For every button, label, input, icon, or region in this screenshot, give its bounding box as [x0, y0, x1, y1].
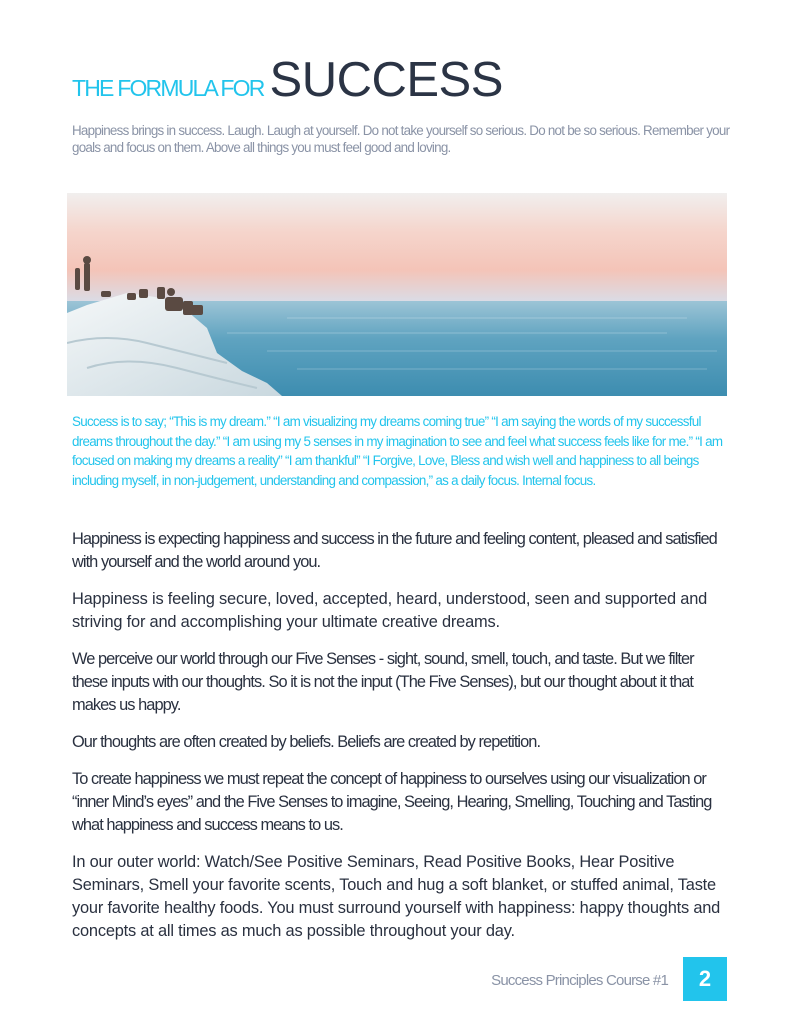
- paragraph-5: To create happiness we must repeat the concept of happiness to ourselves using our visualization or “inner Mind’s eyes” and the Five Senses to imagine, Seeing, Hearing, Smelling, Touching and Tasting what happiness and success means to us.: [72, 770, 712, 834]
- intro-text: Happiness brings in success. Laugh. Laugh at yourself. Do not take yourself so serious. Do not be so serious. Remember your goals and focus on them. Above all things you must feel good and loving.: [72, 123, 730, 155]
- paragraph-6: In our outer world: Watch/See Positive Seminars, Read Positive Books, Hear Positive Seminars, Smell your favorite scents, Touch and hug a soft blanket, or stuffed animal, Taste your favorite healthy foods. You must surround yourself with happiness: happy thoughts and concepts at all times as much as possible throughout your day.: [72, 853, 721, 940]
- hero-photo: [67, 193, 727, 396]
- paragraph-4: Our thoughts are often created by beliefs. Beliefs are created by repetition.: [72, 733, 541, 751]
- page-number-badge: 2: [683, 957, 727, 1001]
- paragraph-3: We perceive our world through our Five Senses - sight, sound, smell, touch, and taste. But we filter these inputs with our thoughts. So it is not the input (The Five Senses), but our thought about it that makes us happy.: [72, 650, 694, 714]
- title-main: SUCCESS: [269, 53, 503, 107]
- success-quote: Success is to say; “This is my dream.” “I am visualizing my dreams coming true” “I am saying the words of my successful dreams throughout the day.” “I am using my 5 senses in my imagination to see and feel what success feels like for me.” “I am focused on making my dreams a reality” “I am thankful” “I Forgive, Love, Bless and wish well and happiness to all beings including myself, in non-judgement, understanding and compassion,” as a daily focus. Internal focus.: [72, 414, 723, 488]
- title-prefix: THE FORMULA FOR: [72, 75, 264, 101]
- body-text: [72, 528, 727, 957]
- footer-course-label: Success Principles Course #1: [491, 972, 668, 989]
- paragraph-1: Happiness is expecting happiness and success in the future and feeling content, pleased and satisfied with yourself and the world around you.: [72, 530, 717, 571]
- page-title: [72, 52, 503, 108]
- seaside-cliff-image: [67, 193, 727, 396]
- paragraph-2: Happiness is feeling secure, loved, accepted, heard, understood, seen and supported and striving for and accomplishing your ultimate creative dreams.: [72, 590, 708, 631]
